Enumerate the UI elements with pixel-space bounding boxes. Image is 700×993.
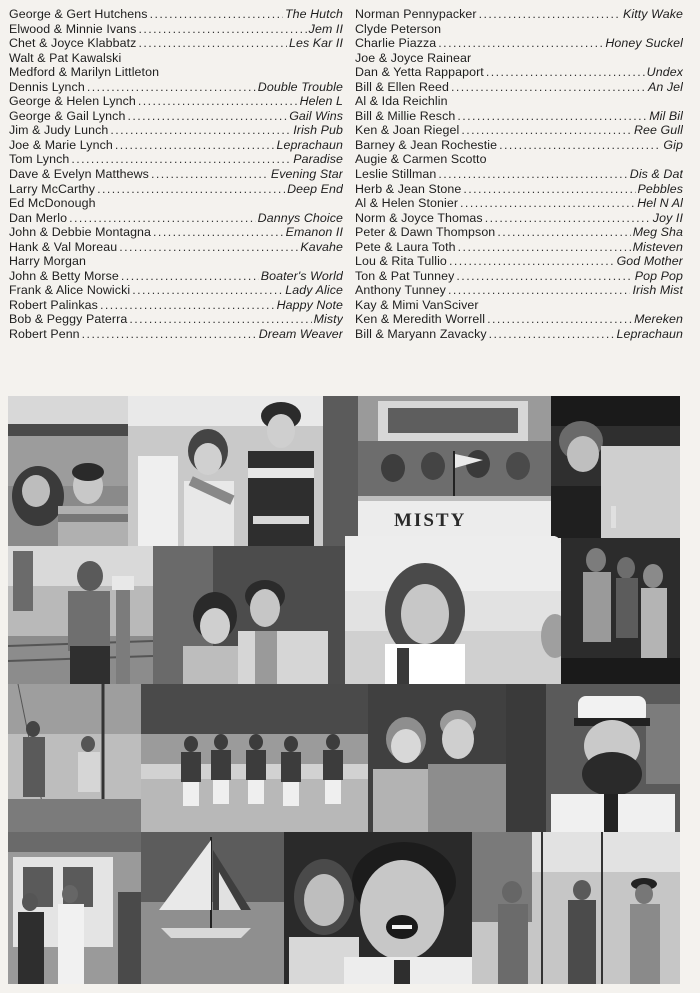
- dot-leader: [151, 167, 269, 182]
- boat-name: Emanon II: [285, 225, 343, 240]
- member-row: [9, 22, 343, 37]
- member-row: [9, 51, 343, 66]
- boat-name: Meg Sha: [632, 225, 683, 240]
- photo-shirtless-man-on-dock: [8, 546, 153, 684]
- member-row: [355, 152, 683, 167]
- boat-name: Les Kar II: [288, 36, 343, 51]
- dot-leader: [461, 123, 632, 138]
- member-row: [9, 109, 343, 124]
- member-name: Peter & Dawn Thompson: [355, 225, 496, 240]
- photo-men-on-dock: [472, 832, 680, 984]
- photo-small-sailboat: [141, 832, 284, 984]
- member-row: [9, 312, 343, 327]
- boat-name: Paradise: [293, 152, 343, 167]
- member-name: Tom Lynch: [9, 152, 70, 167]
- directory-column-right: [355, 7, 683, 342]
- dot-leader: [119, 240, 298, 255]
- member-name: Kay & Mimi VanSciver: [355, 297, 479, 312]
- member-row: [355, 312, 683, 327]
- member-row: [9, 225, 343, 240]
- member-name: Robert Penn: [9, 327, 80, 342]
- member-row: [355, 283, 683, 298]
- dot-leader: [458, 240, 631, 255]
- photo-seated-group-outdoors: [141, 684, 368, 832]
- member-row: [9, 36, 343, 51]
- dot-leader: [479, 7, 621, 22]
- boat-name: Gip: [663, 137, 683, 152]
- member-name: Bill & Maryann Zavacky: [355, 327, 487, 342]
- member-name: Hank & Val Moreau: [9, 239, 118, 254]
- boat-name: God Mother: [616, 254, 683, 269]
- member-name: Walt & Pat Kawalski: [9, 50, 122, 65]
- dot-leader: [110, 123, 291, 138]
- member-name: Norman Pennypacker: [355, 7, 477, 21]
- member-name: Dennis Lynch: [9, 79, 85, 94]
- photo-bearded-man-in-cap: [506, 684, 680, 832]
- photo-men-on-sailboat: [8, 684, 141, 832]
- dot-leader: [100, 298, 275, 313]
- member-row: [9, 7, 343, 22]
- member-row: [355, 196, 683, 211]
- member-name: Jim & Judy Lunch: [9, 123, 109, 138]
- member-row: [9, 196, 343, 211]
- member-name: Harry Morgan: [9, 254, 86, 269]
- directory-column-left: [9, 7, 343, 342]
- dot-leader: [132, 283, 283, 298]
- photo-couple-indoors: [153, 546, 345, 684]
- member-row: [9, 269, 343, 284]
- member-row: [355, 240, 683, 255]
- boat-name: An Jel: [647, 79, 683, 94]
- dot-leader: [153, 225, 284, 240]
- member-name: Robert Palinkas: [9, 297, 98, 312]
- member-name: Dan & Yetta Rappaport: [355, 65, 484, 80]
- photo-couple-on-boat: [8, 396, 130, 546]
- dot-leader: [449, 254, 615, 269]
- photo-woman-portrait: [345, 536, 561, 684]
- member-row: [355, 225, 683, 240]
- boat-name: Dannys Choice: [257, 210, 343, 225]
- member-row: [9, 167, 343, 182]
- member-row: [355, 7, 683, 22]
- boat-name: Kitty Wake: [623, 7, 683, 21]
- member-row: [9, 182, 343, 197]
- dot-leader: [129, 312, 311, 327]
- member-name: Augie & Carmen Scotto: [355, 152, 487, 167]
- member-row: [355, 211, 683, 226]
- boat-name: Pebbles: [637, 181, 683, 196]
- member-row: [9, 123, 343, 138]
- boat-name: The Hutch: [284, 7, 343, 21]
- member-row: [355, 22, 683, 37]
- photo-kids-with-sash: [128, 396, 358, 546]
- member-name: Bob & Peggy Paterra: [9, 312, 128, 327]
- boat-name: Mil Bil: [649, 108, 683, 123]
- member-row: [9, 80, 343, 95]
- boat-name: Lady Alice: [285, 283, 343, 298]
- member-name: Bill & Millie Resch: [355, 108, 456, 123]
- dot-leader: [138, 22, 306, 37]
- member-row: [355, 167, 683, 182]
- dot-leader: [115, 138, 275, 153]
- member-row: [355, 327, 683, 342]
- dot-leader: [489, 327, 615, 342]
- member-name: Barney & Jean Rochestie: [355, 137, 498, 152]
- member-row: [9, 94, 343, 109]
- member-row: [9, 152, 343, 167]
- dot-leader: [69, 211, 256, 226]
- dot-leader: [138, 94, 298, 109]
- photo-couple-by-building: [8, 832, 141, 984]
- member-name: John & Debbie Montagna: [9, 225, 152, 240]
- member-row: [9, 65, 343, 80]
- boat-name: Deep End: [287, 181, 343, 196]
- boat-name: Double Trouble: [257, 79, 343, 94]
- dot-leader: [138, 36, 287, 51]
- member-row: [9, 240, 343, 255]
- dot-leader: [71, 152, 291, 167]
- photo-woman-at-bar: [551, 396, 680, 538]
- dot-leader: [451, 80, 646, 95]
- boat-name: Leprachaun: [276, 137, 343, 152]
- member-name: Norm & Joyce Thomas: [355, 210, 483, 225]
- dot-leader: [97, 182, 285, 197]
- member-name: Herb & Jean Stone: [355, 181, 462, 196]
- member-name: Larry McCarthy: [9, 181, 96, 196]
- member-name: Charlie Piazza: [355, 36, 437, 51]
- boat-name: Dis & Dat: [629, 167, 683, 182]
- member-name: Ken & Joan Riegel: [355, 123, 460, 138]
- boat-name: Honey Suckel: [605, 36, 683, 51]
- dot-leader: [487, 312, 632, 327]
- photo-collage: [8, 396, 680, 984]
- dot-leader: [457, 109, 647, 124]
- dot-leader: [82, 327, 257, 342]
- boat-name: Irish Mist: [632, 283, 683, 298]
- member-name: Al & Ida Reichlin: [355, 94, 448, 109]
- boat-name: Jem II: [308, 21, 343, 36]
- member-name: Medford & Marilyn Littleton: [9, 65, 160, 80]
- member-row: [9, 254, 343, 269]
- dot-leader: [448, 283, 630, 298]
- boat-name: Undex: [646, 65, 683, 80]
- dot-leader: [485, 211, 651, 226]
- boat-name: Evening Star: [270, 167, 343, 182]
- photo-dancing-party: [561, 538, 680, 684]
- boat-name: Pop Pop: [634, 268, 683, 283]
- member-row: [9, 211, 343, 226]
- member-row: [355, 269, 683, 284]
- member-directory: [0, 0, 700, 360]
- boat-name: Helen L: [299, 94, 343, 109]
- member-row: [355, 298, 683, 313]
- boat-name: Kavahe: [300, 239, 343, 254]
- photo-smiling-couple: [368, 684, 506, 832]
- member-row: [9, 283, 343, 298]
- dot-leader: [438, 36, 603, 51]
- member-name: Frank & Alice Nowicki: [9, 283, 131, 298]
- member-name: Elwood & Minnie Ivans: [9, 21, 137, 36]
- member-name: Ken & Meredith Worrell: [355, 312, 486, 327]
- photo-boat-misty: [358, 396, 551, 538]
- member-name: George & Gail Lynch: [9, 108, 126, 123]
- member-name: Al & Helen Stonier: [355, 196, 459, 211]
- member-row: [9, 298, 343, 313]
- member-row: [355, 94, 683, 109]
- boat-name: Joy II: [652, 210, 683, 225]
- member-name: Pete & Laura Toth: [355, 239, 456, 254]
- member-name: Anthony Tunney: [355, 283, 446, 298]
- boat-name: Leprachaun: [616, 327, 683, 342]
- boat-name: Gail Wins: [289, 108, 343, 123]
- boat-name: Mereken: [634, 312, 683, 327]
- dot-leader: [463, 182, 635, 197]
- dot-leader: [87, 80, 256, 95]
- dot-leader: [456, 269, 632, 284]
- member-name: Leslie Stillman: [355, 167, 437, 182]
- member-row: [355, 80, 683, 95]
- member-name: George & Gert Hutchens: [9, 7, 148, 21]
- member-name: Lou & Rita Tullio: [355, 254, 447, 269]
- member-row: [355, 51, 683, 66]
- member-name: Joe & Joyce Rainear: [355, 50, 472, 65]
- dot-leader: [121, 269, 259, 284]
- member-row: [355, 65, 683, 80]
- boat-name: Hel N Al: [637, 196, 683, 211]
- boat-name: Misteven: [632, 239, 683, 254]
- member-row: [355, 182, 683, 197]
- boat-name: Happy Note: [276, 297, 343, 312]
- photo-man-making-face: [284, 832, 472, 984]
- member-row: [9, 327, 343, 342]
- member-row: [355, 109, 683, 124]
- member-name: Clyde Peterson: [355, 21, 442, 36]
- member-row: [355, 254, 683, 269]
- dot-leader: [497, 225, 630, 240]
- member-row: [355, 123, 683, 138]
- member-name: George & Helen Lynch: [9, 94, 136, 109]
- dot-leader: [486, 65, 645, 80]
- member-name: Ton & Pat Tunney: [355, 268, 455, 283]
- dot-leader: [460, 196, 635, 211]
- member-name: Ed McDonough: [9, 196, 96, 211]
- member-row: [9, 138, 343, 153]
- member-row: [355, 36, 683, 51]
- member-name: Bill & Ellen Reed: [355, 79, 449, 94]
- boat-name-misty: MISTY: [394, 510, 467, 531]
- boat-name: Boater's World: [260, 268, 343, 283]
- boat-name: Irish Pub: [293, 123, 343, 138]
- member-row: [355, 138, 683, 153]
- dot-leader: [499, 138, 661, 153]
- member-name: John & Betty Morse: [9, 268, 119, 283]
- boat-name: Misty: [313, 312, 343, 327]
- dot-leader: [438, 167, 627, 182]
- member-name: Dan Merlo: [9, 210, 68, 225]
- dot-leader: [127, 109, 287, 124]
- dot-leader: [150, 7, 283, 22]
- member-name: Dave & Evelyn Matthews: [9, 167, 149, 182]
- boat-name: Ree Gull: [633, 123, 683, 138]
- member-name: Joe & Marie Lynch: [9, 137, 113, 152]
- member-name: Chet & Joyce Klabbatz: [9, 36, 137, 51]
- boat-name: Dream Weaver: [258, 327, 343, 342]
